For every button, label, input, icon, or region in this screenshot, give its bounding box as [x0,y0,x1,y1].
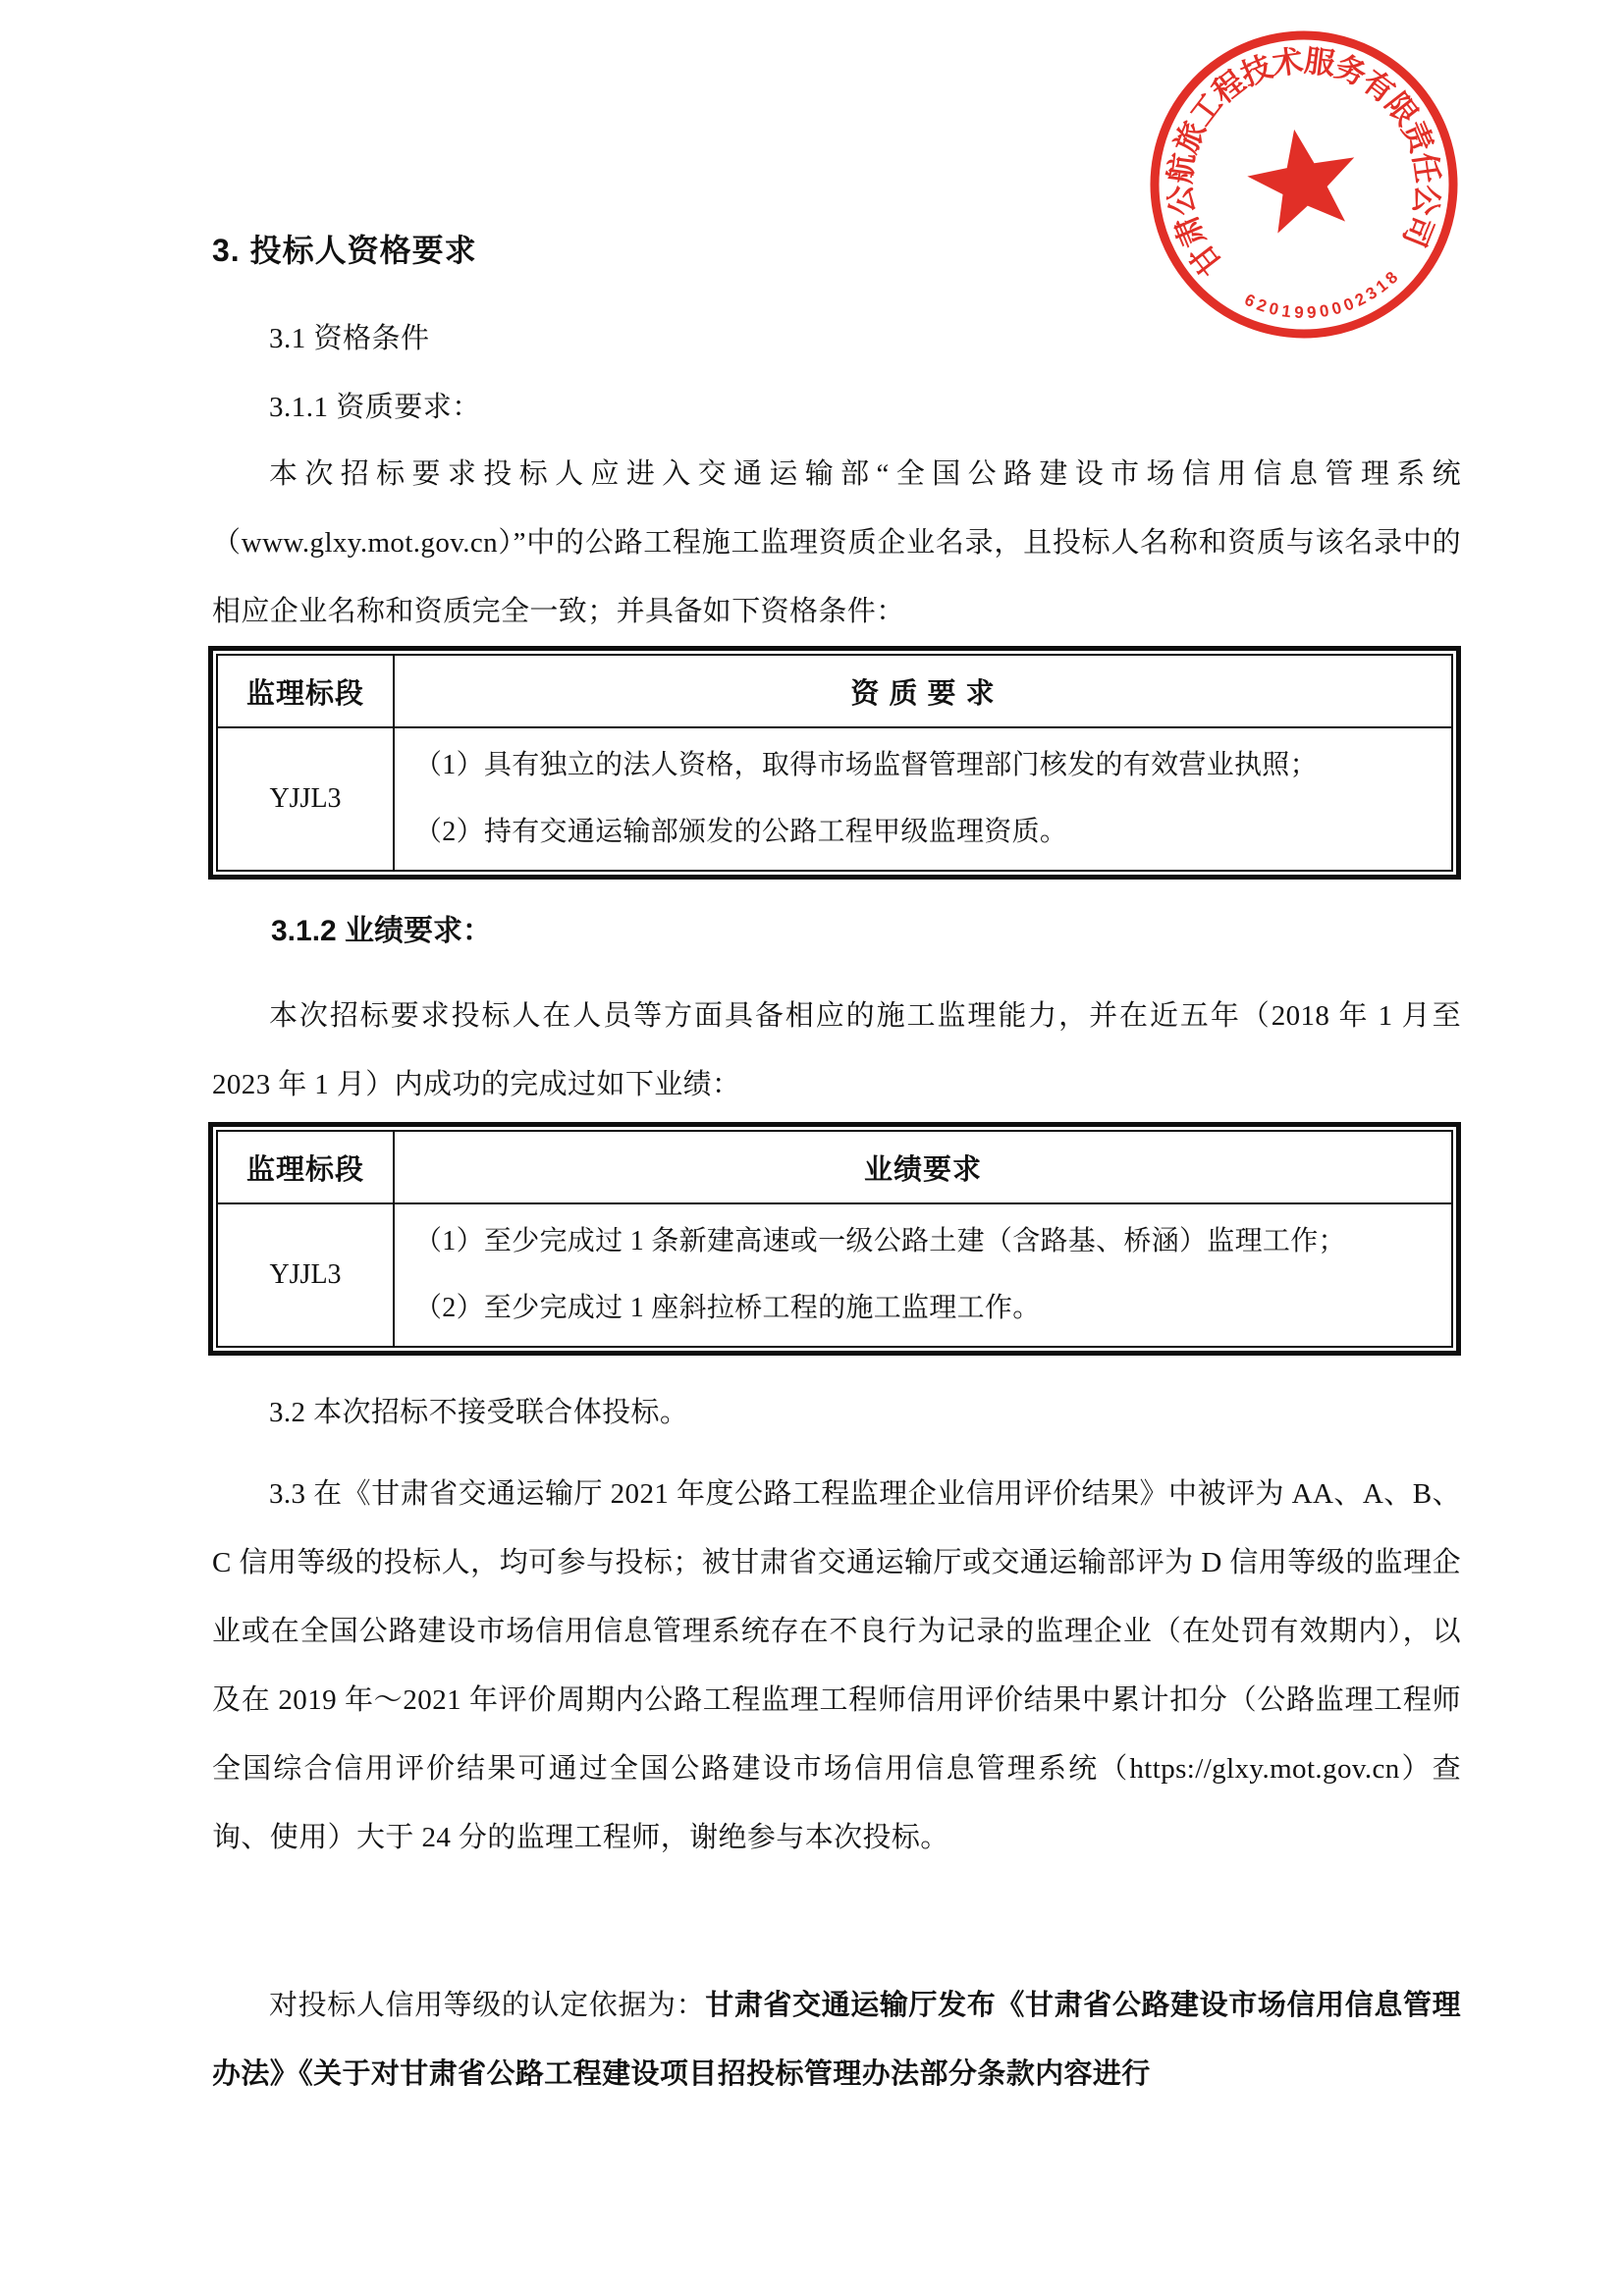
lot-cell: YJJL3 [217,1203,394,1347]
seal-company-name: 甘肃公航旅工程技术服务有限责任公司 [1163,43,1445,283]
section-heading: 3. 投标人资格要求 [212,233,477,268]
seal-code: 6201990002318 [1241,265,1405,323]
credit-basis-bold-text: 甘肃省交通运输厅发布《甘肃省公路建设市场信用信息管理办法》《关于对甘肃省公路工程建设项目招投标管理办法部分条款内容进行 [212,1990,1461,2090]
lot-cell: YJJL3 [217,727,394,871]
subsection-3-3: 3.3 在《甘肃省交通运输厅 2021 年度公路工程监理企业信用评价结果》中被评为 AA、A、B、C 信用等级的投标人，均可参与投标；被甘肃省交通运输厅或交通运输部评为 D 信用等级的监理企业或在全国公路建设市场信用信息管理系统存在不良行为记录的监理企业（在处罚有效期内），以及在 2019 年～2021 年评价周期内公路工程监理工程师信用评价结果中累计扣分（公路监理工程师全国综合信用评价结果可通过全国公路建设市场信用信息管理系统（https://glxy.mot.gov.cn）查询、使用）大于 24 分的监理工程师，谢绝参与本次投标。 [212,1478,1461,1853]
table-header-row [217,1131,1452,1203]
requirement-line: （2）持有交通运输部颁发的公路工程甲级监理资质。 [414,817,1068,847]
requirements-cell [394,727,1452,871]
performance-table [208,1122,1461,1356]
qualification-paragraph: 本次招标要求投标人应进入交通运输部“全国公路建设市场信用信息管理系统（www.glxy.mot.gov.cn）”中的公路工程施工监理资质企业名录，且投标人名称和资质与该名录中的相应企业名称和资质完全一致；并具备如下资格条件： [212,458,1461,627]
subsection-3-1-1: 3.1.1 资质要求： [269,392,481,423]
header-lot: 监理标段 [217,655,394,727]
table-row [217,727,1452,871]
table-row [217,1203,1452,1347]
performance-paragraph: 本次招标要求投标人在人员等方面具备相应的施工监理能力，并在近五年（2018 年 1 月至 2023 年 1 月）内成功的完成过如下业绩： [212,1000,1461,1100]
credit-basis-normal-text: 对投标人信用等级的认定依据为： [269,1990,706,2021]
subsection-3-1: 3.1 资格条件 [269,323,430,354]
requirement-line: （1）具有独立的法人资格，取得市场监督管理部门核发的有效营业执照； [414,750,1318,780]
header-lot: 监理标段 [217,1131,394,1203]
header-qualification: 资 质 要 求 [394,655,1452,727]
qualification-table [208,646,1461,880]
subsection-3-1-2: 3.1.2 业绩要求： [271,915,493,947]
header-performance: 业绩要求 [394,1131,1452,1203]
star-icon [1241,120,1366,237]
subsection-3-2: 3.2 本次招标不接受联合体投标。 [269,1397,689,1428]
requirements-cell [394,1203,1452,1347]
requirement-line: （1）至少完成过 1 条新建高速或一级公路土建（含路基、桥涵）监理工作； [414,1226,1346,1256]
requirement-line: （2）至少完成过 1 座斜拉桥工程的施工监理工作。 [414,1293,1041,1323]
table-header-row [217,655,1452,727]
credit-basis-paragraph [212,1971,1461,2109]
